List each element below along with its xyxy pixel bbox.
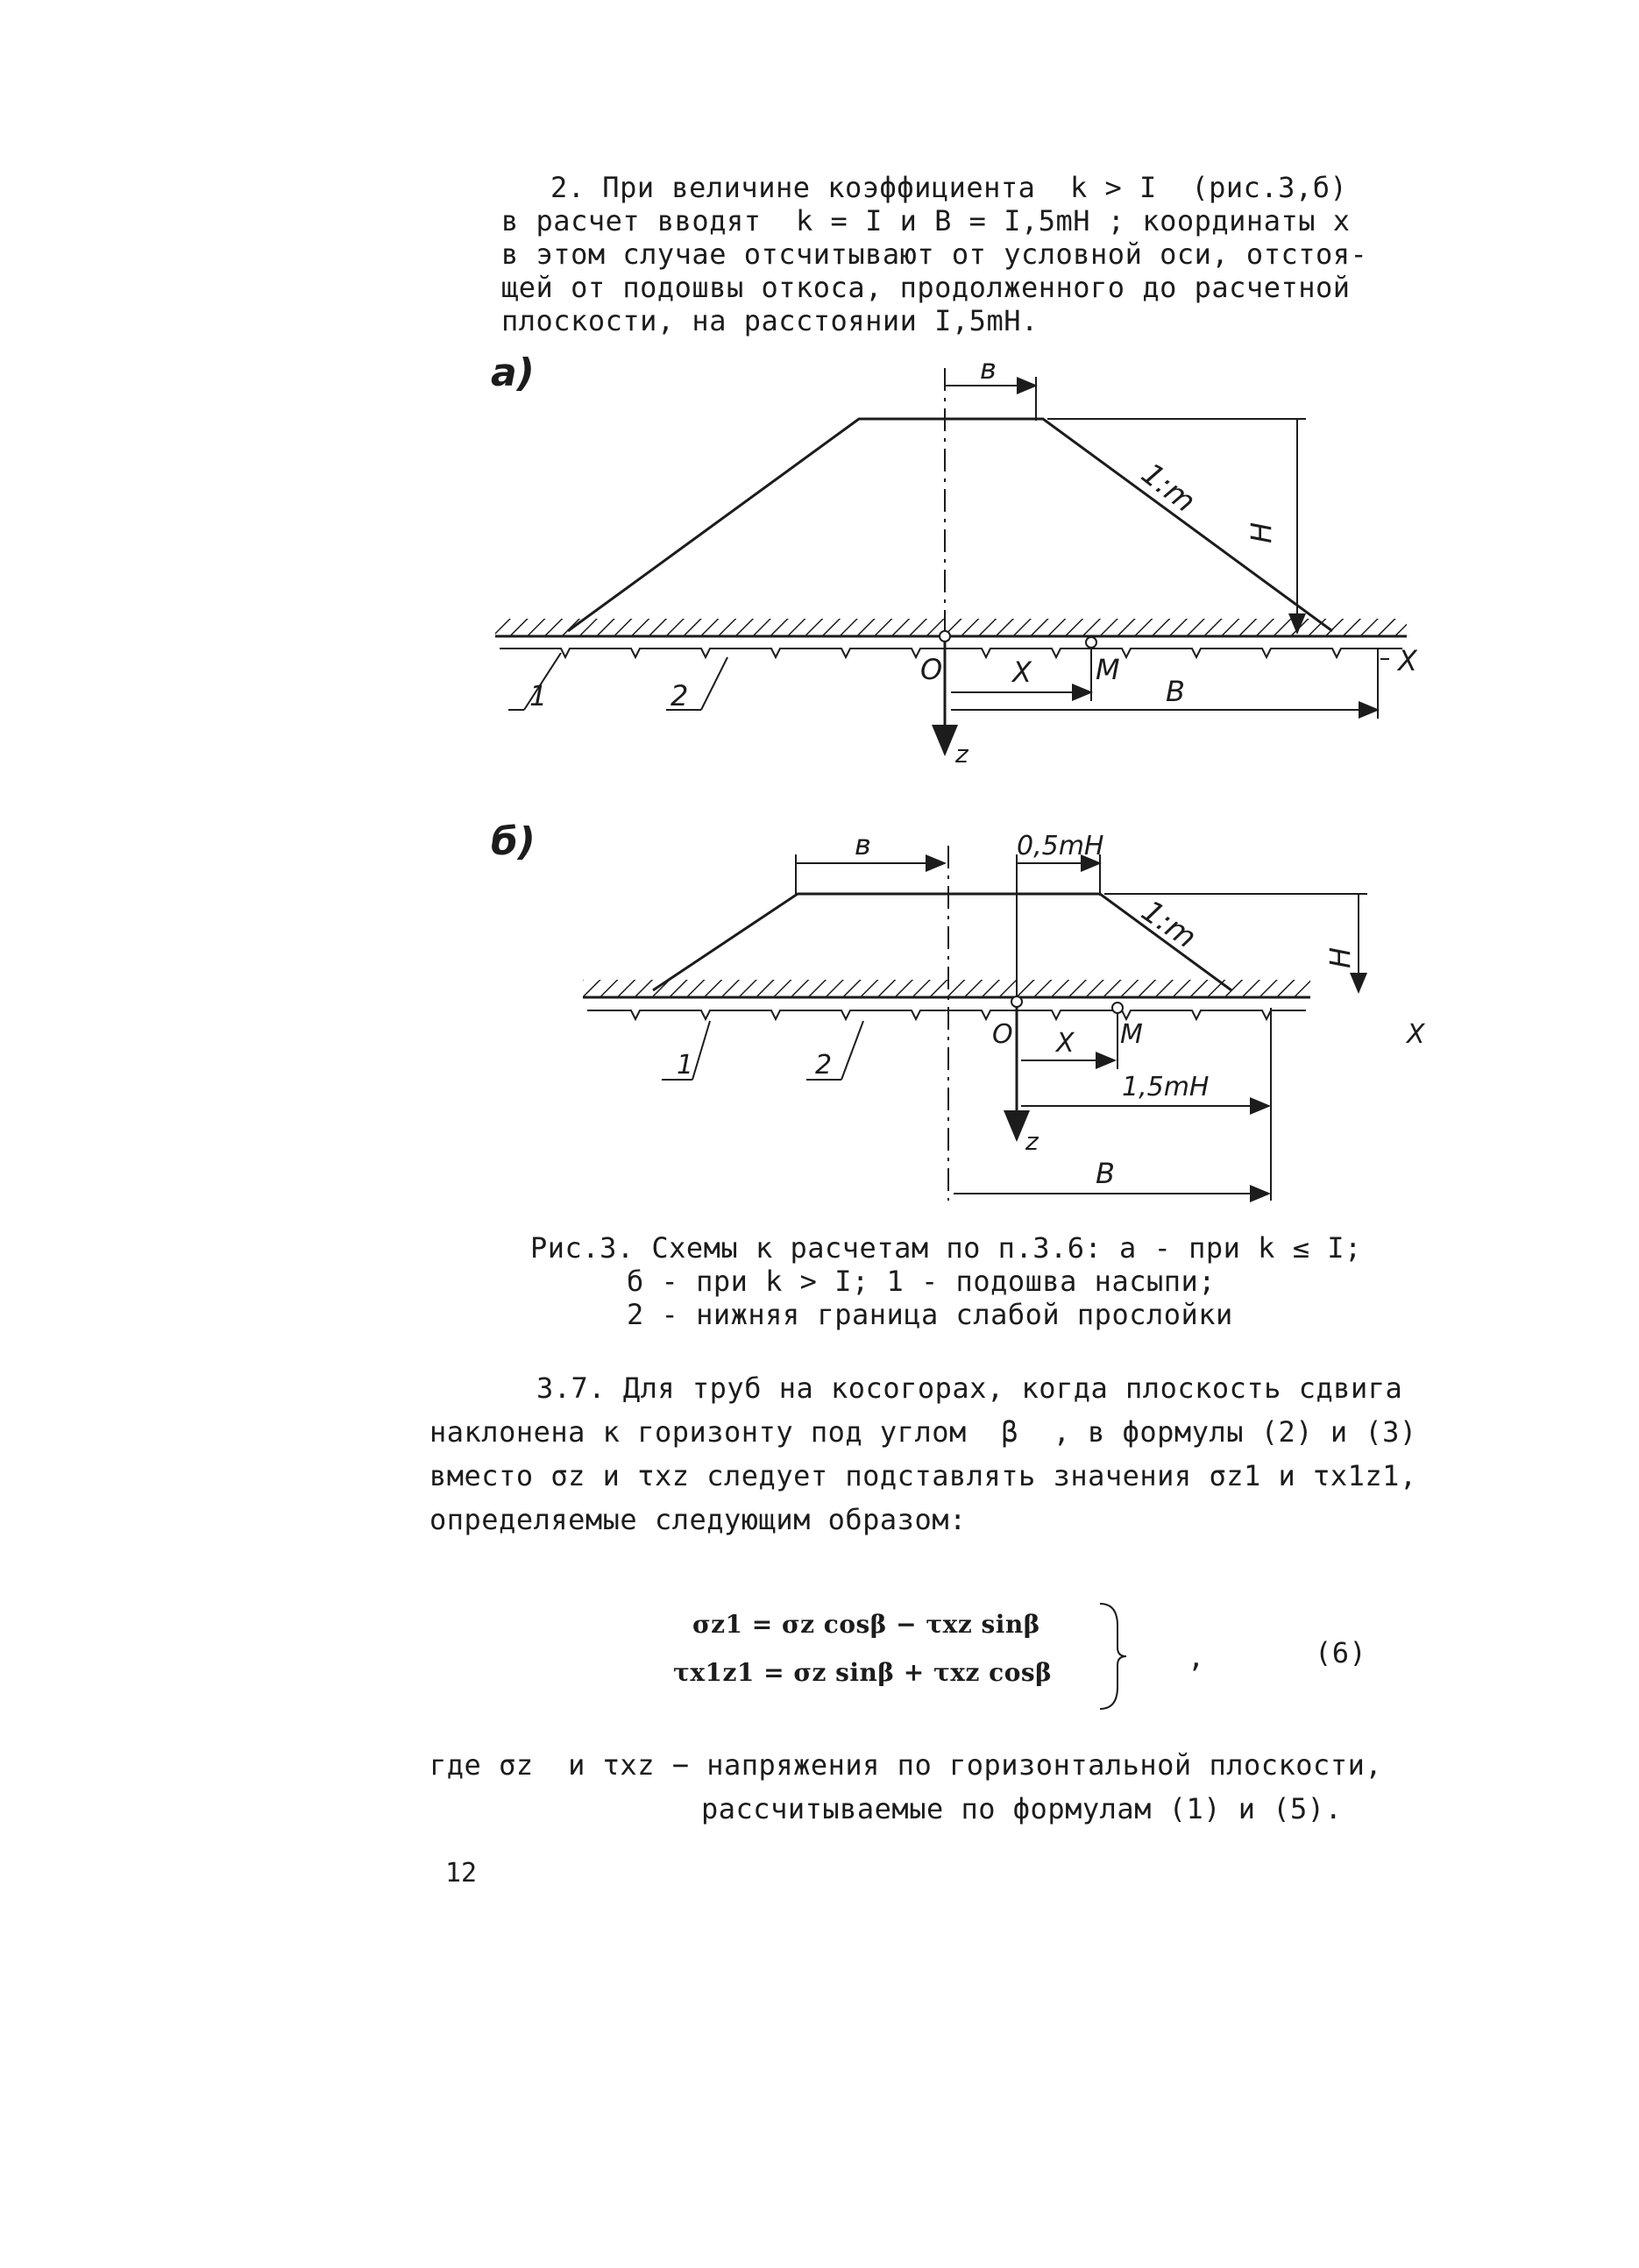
figure-a-O-label: O bbox=[920, 653, 943, 686]
figure-b-leader-2 bbox=[841, 1021, 863, 1080]
equation-comma: , bbox=[1188, 1641, 1205, 1674]
figure-b-z-label: z bbox=[1025, 1127, 1039, 1156]
figure-a-label-2: 2 bbox=[670, 679, 689, 712]
figure-b-b-label: в bbox=[855, 828, 871, 861]
figure-b-point-O bbox=[1011, 996, 1022, 1007]
equation-number: (6) bbox=[1315, 1636, 1367, 1669]
paragraph-2-line-1: 2. При величине коэффициента k > I (рис.3,б) bbox=[550, 171, 1348, 204]
where-line-2: рассчитываемые по формулам (1) и (5). bbox=[701, 1792, 1343, 1825]
caption-line-2: б - при k > I; 1 - подошва насыпи; bbox=[627, 1265, 1217, 1298]
figure-b-H-label: H bbox=[1323, 946, 1357, 968]
figure-b-weak-layer bbox=[587, 1010, 1306, 1019]
figure-b-label-1: 1 bbox=[677, 1050, 694, 1081]
figure-b-point-M bbox=[1112, 1003, 1123, 1013]
paragraph-3-7-line-1: 3.7. Для труб на косогорах, когда плоскость сдвига bbox=[536, 1371, 1403, 1405]
equation-line-1: σz1 = σz cosβ − τxz sinβ bbox=[692, 1610, 1040, 1639]
figure-a-x-label: X bbox=[1012, 656, 1032, 689]
paragraph-2-line-2: в расчет вводят k = I и B = I,5mH ; координаты x bbox=[501, 204, 1351, 237]
figure-b-X-label: X bbox=[1407, 1019, 1425, 1050]
paragraph-3-7-line-2: наклонена к горизонту под углом β , в формулы (2) и (3) bbox=[429, 1415, 1417, 1449]
paragraph-3-7-line-4: определяемые следующим образом: bbox=[429, 1503, 967, 1536]
figure-a-panel-label: а) bbox=[491, 351, 535, 395]
figure-b-onehalf-label: 1,5mH bbox=[1122, 1072, 1210, 1102]
figure-a-B-label: B bbox=[1166, 675, 1185, 708]
paragraph-2-line-4: щей от подошвы откоса, продолженного до расчетной bbox=[501, 271, 1351, 304]
where-line-1: где σz и τxz − напряжения по горизонтальной плоскости, bbox=[429, 1748, 1383, 1782]
page-number: 12 bbox=[445, 1858, 478, 1889]
equation-brace bbox=[1096, 1599, 1131, 1713]
paragraph-2-line-3: в этом случае отсчитывают от условной оси, отстоя- bbox=[501, 237, 1368, 271]
figure-b-M-label: M bbox=[1120, 1019, 1143, 1050]
figure-b-leader-1 bbox=[692, 1021, 710, 1080]
figure-b-slope-label: 1:m bbox=[1134, 893, 1203, 956]
paragraph-2-line-5: плоскости, на расстоянии I,5mH. bbox=[501, 304, 1039, 337]
figure-a-b-label: в bbox=[980, 352, 997, 386]
caption-line-3: 2 - нижняя граница слабой прослойки bbox=[627, 1298, 1233, 1331]
figure-a-M-label: M bbox=[1096, 653, 1120, 686]
figure-b-half-label: 0,5mH bbox=[1017, 831, 1104, 861]
figure-b-panel-label: б) bbox=[491, 819, 536, 864]
figure-b-label-2: 2 bbox=[815, 1050, 833, 1081]
figure-b-x-label: X bbox=[1056, 1028, 1075, 1059]
figure-a-label-1: 1 bbox=[529, 679, 548, 712]
figure-b-O-label: O bbox=[992, 1019, 1013, 1050]
equation-line-2: τx1z1 = σz sinβ + τxz cosβ bbox=[673, 1658, 1053, 1687]
figure-a-slope-label: 1:m bbox=[1134, 456, 1203, 520]
figure-b-B-label: B bbox=[1096, 1157, 1115, 1190]
figure-a-H-label: H bbox=[1245, 521, 1278, 543]
caption-line-1: Рис.3. Схемы к расчетам по п.3.6: а - при k ≤ I; bbox=[530, 1231, 1362, 1265]
figure-b-ground-hatch bbox=[583, 980, 1310, 997]
figure-a-X-label: X bbox=[1398, 644, 1417, 677]
figure-a-z-label: z bbox=[955, 740, 968, 769]
paragraph-3-7-line-3: вместо σz и τxz следует подставлять значения σz1 и τx1z1, bbox=[429, 1459, 1417, 1492]
